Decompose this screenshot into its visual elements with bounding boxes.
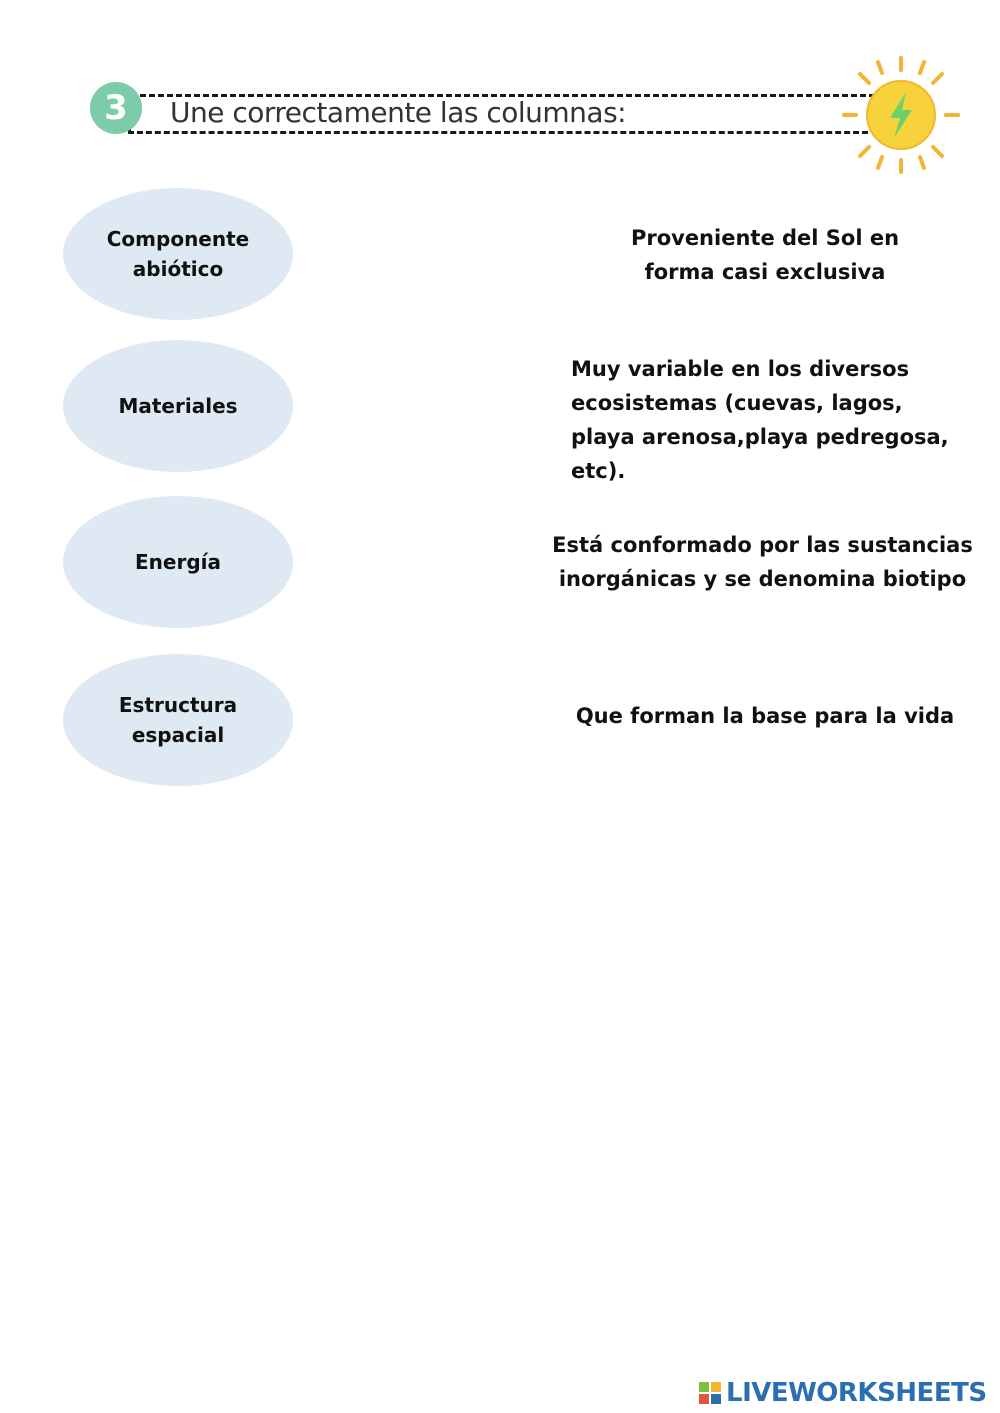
exercise-title: Une correctamente las columnas: <box>170 96 627 129</box>
definition-text: Muy variable en los diversos ecosistemas (cuevas, lagos, playa arenosa,playa pedregosa, etc). <box>571 357 949 483</box>
concept-label: Materiales <box>118 394 238 418</box>
dashed-line-bottom <box>128 131 868 134</box>
concept-label: Componente abiótico <box>106 227 250 281</box>
worksheet-header <box>0 0 1000 180</box>
liveworksheets-brand: LIVEWORKSHEETS <box>726 1378 987 1408</box>
concept-oval-materiales <box>63 340 293 472</box>
concept-oval-componente-abiotico <box>63 188 293 320</box>
definition-text: Que forman la base para la vida <box>575 704 955 728</box>
definition-text: Está conformado por las sustancias inorgánicas y se denomina biotipo <box>552 533 973 591</box>
liveworksheets-footer <box>698 1376 987 1410</box>
definition-text: Proveniente del Sol en forma casi exclusiva <box>630 226 900 284</box>
exercise-number-badge: 3 <box>90 82 142 134</box>
concept-oval-estructura-espacial <box>63 654 293 786</box>
liveworksheets-logo-icon <box>698 1381 722 1405</box>
concept-label: Energía <box>135 550 221 574</box>
concept-label: Estructura espacial <box>118 693 238 747</box>
concept-oval-energia <box>63 496 293 628</box>
sun-icon <box>838 52 964 178</box>
